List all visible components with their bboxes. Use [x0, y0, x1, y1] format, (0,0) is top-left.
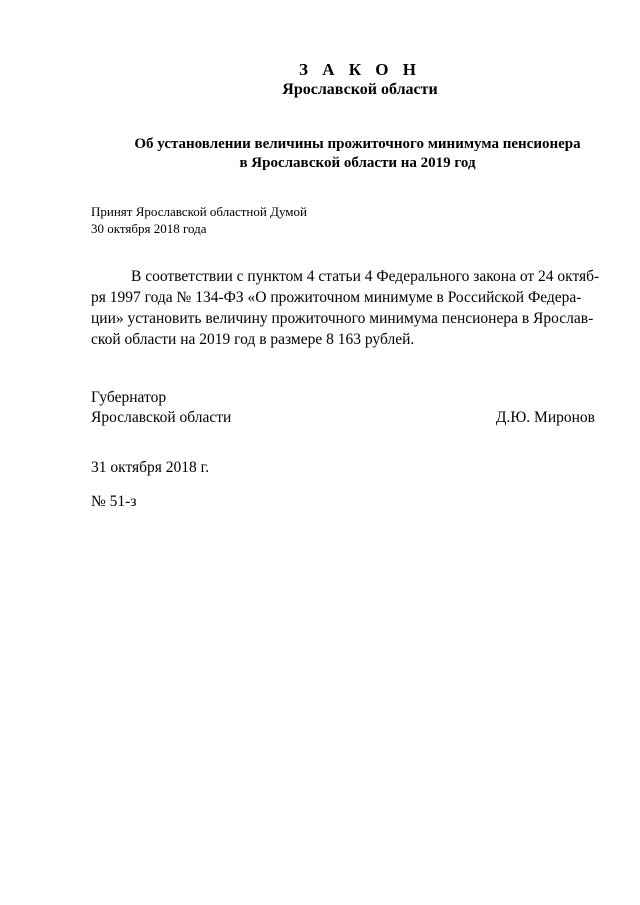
adoption-body: Принят Ярославской областной Думой: [91, 204, 307, 219]
body-line-2: ря 1997 года № 134-ФЗ «О прожиточном минимуме в Российской Федера-: [91, 289, 582, 306]
signatory-role-line-2: Ярославской области: [91, 409, 232, 426]
signatory-name: Д.Ю. Миронов: [495, 409, 595, 426]
document-subject: [90, 135, 625, 173]
body-line-3: ции» установить величину прожиточного минимума пенсионера в Ярослав-: [91, 310, 594, 327]
body-line-1: В соответствии с пунктом 4 статьи 4 Федерального закона от 24 октяб-: [131, 268, 600, 285]
signatory-role-line-1: Губернатор: [91, 389, 167, 406]
document-title: З А К О Н: [298, 60, 422, 79]
adoption-note: [91, 203, 307, 237]
document-region: Ярославской области: [282, 81, 438, 98]
law-body-paragraph: [91, 266, 600, 350]
law-number: № 51-з: [91, 493, 137, 510]
signing-date: 31 октября 2018 г.: [91, 459, 210, 476]
body-line-4: ской области на 2019 год в размере 8 163 рублей.: [91, 331, 415, 348]
subject-line-2: в Ярославской области на 2019 год: [239, 155, 476, 171]
signatory-role: [91, 388, 231, 428]
adoption-date: 30 октября 2018 года: [91, 221, 207, 236]
subject-line-1: Об установлении величины прожиточного минимума пенсионера: [134, 136, 581, 152]
